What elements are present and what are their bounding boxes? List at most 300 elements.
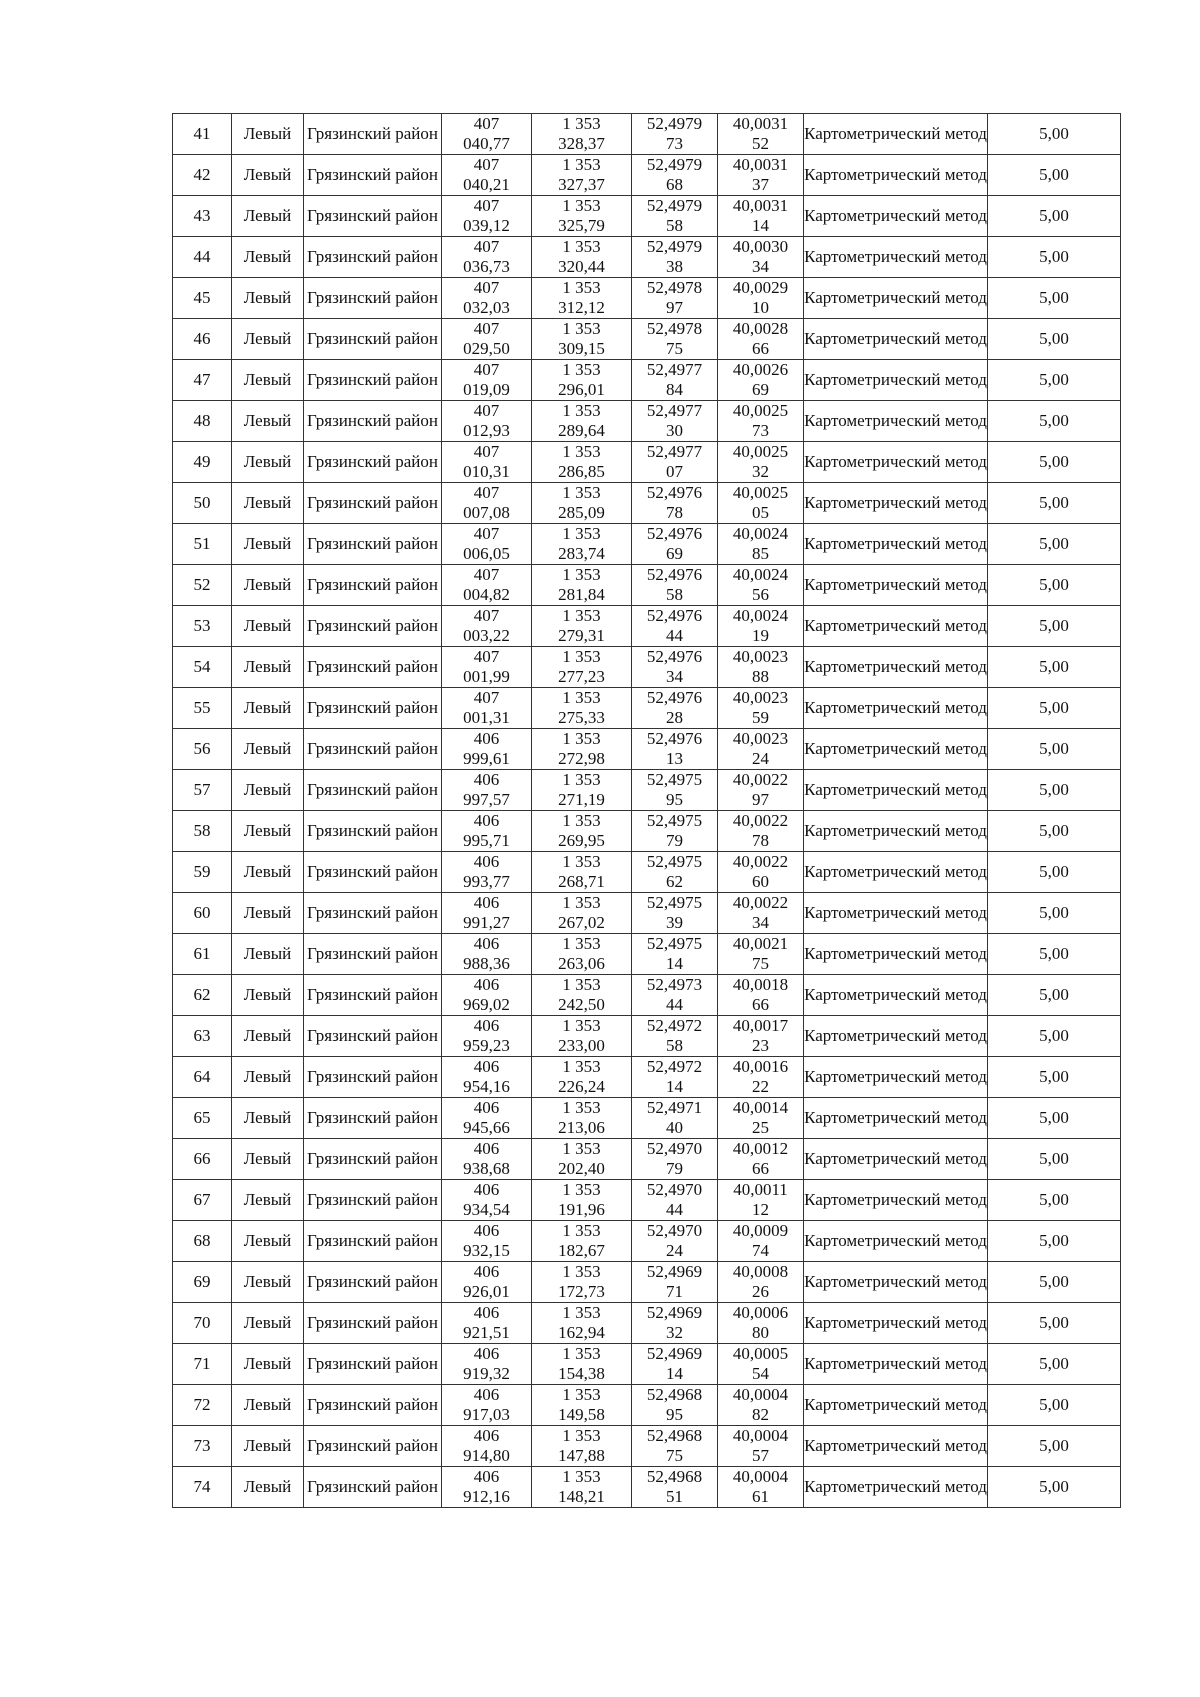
coordinate-y-cell-line-2: 272,98 [558, 749, 605, 768]
longitude-cell-line-1: 40,0016 [732, 1057, 789, 1076]
coordinate-y-cell-line-1: 1 353 [562, 1057, 601, 1076]
accuracy-cell: 5,00 [988, 770, 1121, 811]
latitude-cell [632, 360, 718, 401]
longitude-cell-line-2: 85 [752, 544, 769, 563]
coordinate-y-cell [532, 155, 632, 196]
coordinate-x-cell [442, 1467, 532, 1508]
method-cell [804, 1180, 988, 1221]
longitude-cell-line-1: 40,0023 [732, 688, 789, 707]
longitude-cell-line-2: 37 [752, 175, 769, 194]
longitude-cell-line-1: 40,0021 [732, 934, 789, 953]
point-number-cell: 60 [173, 893, 232, 934]
coordinate-x-cell-line-1: 406 [473, 1426, 500, 1445]
bank-side-cell-text: Левый [243, 1190, 292, 1209]
bank-side-cell-text: Левый [243, 985, 292, 1004]
coordinate-y-cell-line-2: 312,12 [558, 298, 605, 317]
latitude-cell-line-2: 95 [666, 790, 683, 809]
bank-side-cell-text: Левый [243, 370, 292, 389]
district-cell-text: Грязинский район [307, 1026, 438, 1045]
bank-side-cell-text: Левый [243, 1026, 292, 1045]
latitude-cell-line-1: 52,4968 [646, 1385, 703, 1404]
coordinate-x-cell-line-1: 406 [473, 729, 500, 748]
coordinate-x-cell-line-2: 019,09 [463, 380, 510, 399]
coordinate-x-cell [442, 1303, 532, 1344]
coordinate-y-cell-line-1: 1 353 [562, 1303, 601, 1322]
coordinate-y-cell [532, 1303, 632, 1344]
bank-side-cell-text: Левый [243, 1067, 292, 1086]
coordinate-x-cell-line-2: 995,71 [463, 831, 510, 850]
coordinate-y-cell [532, 1057, 632, 1098]
method-cell-text: Картометрический метод [804, 944, 987, 963]
coordinate-x-cell [442, 114, 532, 155]
longitude-cell [718, 811, 804, 852]
longitude-cell [718, 770, 804, 811]
longitude-cell [718, 1303, 804, 1344]
longitude-cell-line-1: 40,0031 [732, 114, 789, 133]
coordinate-x-cell-line-1: 406 [473, 934, 500, 953]
method-cell [804, 811, 988, 852]
coordinate-x-cell [442, 524, 532, 565]
point-number-cell: 41 [173, 114, 232, 155]
longitude-cell-line-1: 40,0012 [732, 1139, 789, 1158]
bank-side-cell [232, 934, 304, 975]
accuracy-cell: 5,00 [988, 1467, 1121, 1508]
accuracy-cell: 5,00 [988, 319, 1121, 360]
longitude-cell-line-2: 88 [752, 667, 769, 686]
latitude-cell-line-1: 52,4975 [646, 852, 703, 871]
bank-side-cell [232, 237, 304, 278]
method-cell [804, 688, 988, 729]
longitude-cell [718, 1262, 804, 1303]
district-cell [304, 1385, 442, 1426]
latitude-cell-line-2: 68 [666, 175, 683, 194]
table-row [173, 934, 1121, 975]
bank-side-cell-text: Левый [243, 616, 292, 635]
latitude-cell [632, 196, 718, 237]
coordinate-y-cell [532, 319, 632, 360]
longitude-cell-line-1: 40,0031 [732, 196, 789, 215]
coordinate-y-cell-line-1: 1 353 [562, 237, 601, 256]
coordinate-x-cell [442, 319, 532, 360]
coordinate-x-cell-line-1: 407 [473, 196, 500, 215]
latitude-cell [632, 893, 718, 934]
coordinate-x-cell [442, 606, 532, 647]
bank-side-cell [232, 319, 304, 360]
district-cell-text: Грязинский район [307, 452, 438, 471]
district-cell [304, 1139, 442, 1180]
bank-side-cell [232, 196, 304, 237]
latitude-cell-line-1: 52,4969 [646, 1262, 703, 1281]
longitude-cell [718, 442, 804, 483]
latitude-cell [632, 729, 718, 770]
coordinate-y-cell-line-2: 162,94 [558, 1323, 605, 1342]
longitude-cell-line-1: 40,0031 [732, 155, 789, 174]
coordinate-x-cell [442, 1016, 532, 1057]
latitude-cell [632, 688, 718, 729]
latitude-cell-line-1: 52,4976 [646, 565, 703, 584]
table-row [173, 1016, 1121, 1057]
district-cell-text: Грязинский район [307, 985, 438, 1004]
coordinate-y-cell-line-2: 285,09 [558, 503, 605, 522]
district-cell [304, 770, 442, 811]
latitude-cell-line-2: 34 [666, 667, 683, 686]
coordinate-y-cell [532, 1221, 632, 1262]
method-cell [804, 893, 988, 934]
longitude-cell [718, 319, 804, 360]
point-number-cell: 66 [173, 1139, 232, 1180]
coordinate-x-cell [442, 647, 532, 688]
method-cell-text: Картометрический метод [804, 534, 987, 553]
coordinate-y-cell [532, 1385, 632, 1426]
latitude-cell-line-1: 52,4970 [646, 1221, 703, 1240]
latitude-cell-line-2: 78 [666, 503, 683, 522]
coordinate-y-cell [532, 770, 632, 811]
point-number-cell: 46 [173, 319, 232, 360]
longitude-cell-line-2: 66 [752, 339, 769, 358]
coordinate-x-cell-line-2: 001,99 [463, 667, 510, 686]
latitude-cell-line-1: 52,4969 [646, 1344, 703, 1363]
coordinate-x-cell [442, 770, 532, 811]
coordinate-x-cell-line-2: 997,57 [463, 790, 510, 809]
coordinate-x-cell-line-2: 007,08 [463, 503, 510, 522]
coordinate-x-cell-line-2: 969,02 [463, 995, 510, 1014]
table-row [173, 483, 1121, 524]
coordinate-y-cell-line-2: 268,71 [558, 872, 605, 891]
table-row [173, 524, 1121, 565]
bank-side-cell-text: Левый [243, 288, 292, 307]
coordinate-y-cell-line-1: 1 353 [562, 319, 601, 338]
district-cell-text: Грязинский район [307, 739, 438, 758]
coordinate-y-cell-line-1: 1 353 [562, 1344, 601, 1363]
latitude-cell [632, 442, 718, 483]
table-row [173, 811, 1121, 852]
point-number-cell: 52 [173, 565, 232, 606]
coordinate-y-cell-line-1: 1 353 [562, 278, 601, 297]
point-number-cell: 56 [173, 729, 232, 770]
coordinate-x-cell [442, 688, 532, 729]
bank-side-cell-text: Левый [243, 903, 292, 922]
bank-side-cell-text: Левый [243, 1477, 292, 1496]
coordinate-y-cell-line-2: 289,64 [558, 421, 605, 440]
table-row [173, 893, 1121, 934]
coordinate-y-cell [532, 688, 632, 729]
longitude-cell-line-1: 40,0018 [732, 975, 789, 994]
longitude-cell-line-2: 97 [752, 790, 769, 809]
latitude-cell [632, 1385, 718, 1426]
longitude-cell-line-1: 40,0017 [732, 1016, 789, 1035]
longitude-cell [718, 237, 804, 278]
accuracy-cell: 5,00 [988, 1303, 1121, 1344]
method-cell [804, 852, 988, 893]
table-row [173, 688, 1121, 729]
point-number-cell: 72 [173, 1385, 232, 1426]
latitude-cell [632, 1057, 718, 1098]
method-cell [804, 401, 988, 442]
latitude-cell-line-1: 52,4977 [646, 360, 703, 379]
coordinate-x-cell [442, 975, 532, 1016]
longitude-cell-line-1: 40,0028 [732, 319, 789, 338]
district-cell-text: Грязинский район [307, 1067, 438, 1086]
longitude-cell-line-2: 69 [752, 380, 769, 399]
coordinate-y-cell-line-2: 327,37 [558, 175, 605, 194]
district-cell [304, 811, 442, 852]
coordinate-x-cell-line-1: 406 [473, 1467, 500, 1486]
district-cell-text: Грязинский район [307, 165, 438, 184]
longitude-cell-line-2: 34 [752, 913, 769, 932]
point-number-cell: 48 [173, 401, 232, 442]
coordinate-x-cell-line-1: 407 [473, 524, 500, 543]
table-row [173, 1098, 1121, 1139]
latitude-cell [632, 1344, 718, 1385]
latitude-cell-line-1: 52,4968 [646, 1426, 703, 1445]
longitude-cell [718, 1426, 804, 1467]
coordinate-x-cell-line-1: 406 [473, 770, 500, 789]
method-cell-text: Картометрический метод [804, 903, 987, 922]
latitude-cell-line-1: 52,4975 [646, 770, 703, 789]
latitude-cell [632, 401, 718, 442]
latitude-cell-line-2: 79 [666, 831, 683, 850]
longitude-cell-line-1: 40,0023 [732, 729, 789, 748]
longitude-cell-line-2: 52 [752, 134, 769, 153]
coordinate-y-cell-line-2: 279,31 [558, 626, 605, 645]
coordinate-y-cell-line-1: 1 353 [562, 1426, 601, 1445]
coordinate-y-cell-line-2: 263,06 [558, 954, 605, 973]
longitude-cell [718, 647, 804, 688]
coordinate-y-cell-line-1: 1 353 [562, 401, 601, 420]
bank-side-cell-text: Левый [243, 657, 292, 676]
longitude-cell [718, 975, 804, 1016]
coordinate-x-cell [442, 729, 532, 770]
coordinate-y-cell-line-1: 1 353 [562, 483, 601, 502]
coordinate-y-cell-line-1: 1 353 [562, 893, 601, 912]
bank-side-cell-text: Левый [243, 1436, 292, 1455]
longitude-cell [718, 1385, 804, 1426]
longitude-cell [718, 893, 804, 934]
method-cell-text: Картометрический метод [804, 1313, 987, 1332]
latitude-cell [632, 1016, 718, 1057]
longitude-cell [718, 1344, 804, 1385]
longitude-cell-line-2: 32 [752, 462, 769, 481]
district-cell-text: Грязинский район [307, 575, 438, 594]
point-number-cell: 49 [173, 442, 232, 483]
method-cell-text: Картометрический метод [804, 862, 987, 881]
bank-side-cell-text: Левый [243, 944, 292, 963]
district-cell-text: Грязинский район [307, 1395, 438, 1414]
coordinate-y-cell-line-1: 1 353 [562, 1467, 601, 1486]
district-cell [304, 155, 442, 196]
coordinate-x-cell [442, 1344, 532, 1385]
coordinate-x-cell-line-1: 407 [473, 237, 500, 256]
bank-side-cell [232, 1057, 304, 1098]
coordinate-y-cell-line-1: 1 353 [562, 975, 601, 994]
latitude-cell [632, 1467, 718, 1508]
district-cell-text: Грязинский район [307, 1231, 438, 1250]
accuracy-cell: 5,00 [988, 1180, 1121, 1221]
method-cell [804, 360, 988, 401]
table-row [173, 1057, 1121, 1098]
coordinate-x-cell [442, 1262, 532, 1303]
district-cell-text: Грязинский район [307, 1436, 438, 1455]
latitude-cell [632, 114, 718, 155]
method-cell-text: Картометрический метод [804, 370, 987, 389]
latitude-cell-line-2: 84 [666, 380, 683, 399]
district-cell [304, 1180, 442, 1221]
coordinate-x-cell-line-1: 407 [473, 647, 500, 666]
coordinate-x-cell-line-1: 406 [473, 1139, 500, 1158]
longitude-cell [718, 483, 804, 524]
coordinate-x-cell-line-1: 407 [473, 565, 500, 584]
method-cell-text: Картометрический метод [804, 1190, 987, 1209]
latitude-cell-line-2: 97 [666, 298, 683, 317]
district-cell-text: Грязинский район [307, 1149, 438, 1168]
table-row [173, 442, 1121, 483]
coordinate-y-cell [532, 1426, 632, 1467]
district-cell-text: Грязинский район [307, 288, 438, 307]
longitude-cell [718, 1221, 804, 1262]
district-cell-text: Грязинский район [307, 329, 438, 348]
longitude-cell-line-2: 54 [752, 1364, 769, 1383]
longitude-cell-line-1: 40,0022 [732, 893, 789, 912]
coordinate-x-cell-line-2: 010,31 [463, 462, 510, 481]
latitude-cell [632, 1426, 718, 1467]
coordinate-x-cell-line-1: 407 [473, 278, 500, 297]
coordinate-x-cell-line-2: 926,01 [463, 1282, 510, 1301]
coordinate-x-cell-line-2: 921,51 [463, 1323, 510, 1342]
district-cell [304, 1221, 442, 1262]
latitude-cell-line-2: 14 [666, 1364, 683, 1383]
bank-side-cell [232, 565, 304, 606]
coordinate-y-cell-line-2: 296,01 [558, 380, 605, 399]
accuracy-cell: 5,00 [988, 196, 1121, 237]
coordinate-x-cell-line-2: 945,66 [463, 1118, 510, 1137]
accuracy-cell: 5,00 [988, 934, 1121, 975]
point-number-cell: 54 [173, 647, 232, 688]
bank-side-cell-text: Левый [243, 1395, 292, 1414]
table-row [173, 1139, 1121, 1180]
accuracy-cell: 5,00 [988, 278, 1121, 319]
latitude-cell-line-2: 28 [666, 708, 683, 727]
longitude-cell-line-1: 40,0022 [732, 811, 789, 830]
point-number-cell: 58 [173, 811, 232, 852]
bank-side-cell [232, 1467, 304, 1508]
coordinates-table [172, 113, 1121, 1508]
coordinate-y-cell [532, 975, 632, 1016]
district-cell [304, 565, 442, 606]
bank-side-cell [232, 278, 304, 319]
longitude-cell-line-2: 56 [752, 585, 769, 604]
latitude-cell-line-1: 52,4977 [646, 401, 703, 420]
coordinate-y-cell [532, 1139, 632, 1180]
district-cell [304, 1344, 442, 1385]
latitude-cell [632, 647, 718, 688]
latitude-cell [632, 811, 718, 852]
point-number-cell: 43 [173, 196, 232, 237]
bank-side-cell [232, 1139, 304, 1180]
point-number-cell: 74 [173, 1467, 232, 1508]
method-cell [804, 975, 988, 1016]
latitude-cell-line-2: 44 [666, 995, 683, 1014]
longitude-cell-line-2: 60 [752, 872, 769, 891]
method-cell [804, 114, 988, 155]
accuracy-cell: 5,00 [988, 401, 1121, 442]
coordinate-y-cell [532, 1180, 632, 1221]
coordinate-x-cell [442, 483, 532, 524]
latitude-cell-line-1: 52,4978 [646, 319, 703, 338]
latitude-cell-line-1: 52,4973 [646, 975, 703, 994]
latitude-cell-line-2: 44 [666, 1200, 683, 1219]
table-row [173, 114, 1121, 155]
accuracy-cell: 5,00 [988, 1098, 1121, 1139]
district-cell [304, 196, 442, 237]
longitude-cell-line-2: 24 [752, 749, 769, 768]
point-number-cell: 62 [173, 975, 232, 1016]
district-cell [304, 1467, 442, 1508]
longitude-cell-line-2: 22 [752, 1077, 769, 1096]
longitude-cell-line-2: 80 [752, 1323, 769, 1342]
accuracy-cell: 5,00 [988, 1057, 1121, 1098]
bank-side-cell [232, 1385, 304, 1426]
coordinate-x-cell [442, 1385, 532, 1426]
coordinate-x-cell [442, 565, 532, 606]
coordinate-x-cell-line-1: 406 [473, 852, 500, 871]
coordinate-x-cell [442, 237, 532, 278]
coordinate-x-cell-line-1: 407 [473, 114, 500, 133]
longitude-cell-line-2: 14 [752, 216, 769, 235]
point-number-cell: 51 [173, 524, 232, 565]
coordinate-y-cell [532, 114, 632, 155]
accuracy-cell: 5,00 [988, 688, 1121, 729]
method-cell-text: Картометрический метод [804, 1067, 987, 1086]
latitude-cell [632, 770, 718, 811]
bank-side-cell-text: Левый [243, 1313, 292, 1332]
latitude-cell [632, 155, 718, 196]
latitude-cell-line-2: 95 [666, 1405, 683, 1424]
bank-side-cell-text: Левый [243, 821, 292, 840]
accuracy-cell: 5,00 [988, 647, 1121, 688]
table-row [173, 237, 1121, 278]
bank-side-cell [232, 647, 304, 688]
latitude-cell-line-2: 24 [666, 1241, 683, 1260]
latitude-cell-line-2: 71 [666, 1282, 683, 1301]
coordinate-y-cell-line-1: 1 353 [562, 524, 601, 543]
coordinate-y-cell-line-2: 269,95 [558, 831, 605, 850]
table-row [173, 360, 1121, 401]
coordinate-y-cell-line-1: 1 353 [562, 647, 601, 666]
method-cell-text: Картометрический метод [804, 1149, 987, 1168]
method-cell-text: Картометрический метод [804, 1026, 987, 1045]
coordinate-y-cell-line-1: 1 353 [562, 442, 601, 461]
coordinate-y-cell [532, 1344, 632, 1385]
method-cell-text: Картометрический метод [804, 739, 987, 758]
point-number-cell: 44 [173, 237, 232, 278]
coordinate-y-cell [532, 1016, 632, 1057]
longitude-cell-line-2: 25 [752, 1118, 769, 1137]
coordinate-y-cell-line-2: 233,00 [558, 1036, 605, 1055]
coordinate-y-cell-line-2: 271,19 [558, 790, 605, 809]
latitude-cell [632, 483, 718, 524]
table-row [173, 196, 1121, 237]
point-number-cell: 67 [173, 1180, 232, 1221]
method-cell-text: Картометрический метод [804, 1436, 987, 1455]
coordinate-x-cell-line-1: 406 [473, 1262, 500, 1281]
longitude-cell-line-1: 40,0025 [732, 442, 789, 461]
coordinate-x-cell-line-2: 919,32 [463, 1364, 510, 1383]
method-cell-text: Картометрический метод [804, 247, 987, 266]
longitude-cell-line-1: 40,0005 [732, 1344, 789, 1363]
bank-side-cell-text: Левый [243, 206, 292, 225]
longitude-cell-line-2: 05 [752, 503, 769, 522]
coordinate-y-cell [532, 934, 632, 975]
